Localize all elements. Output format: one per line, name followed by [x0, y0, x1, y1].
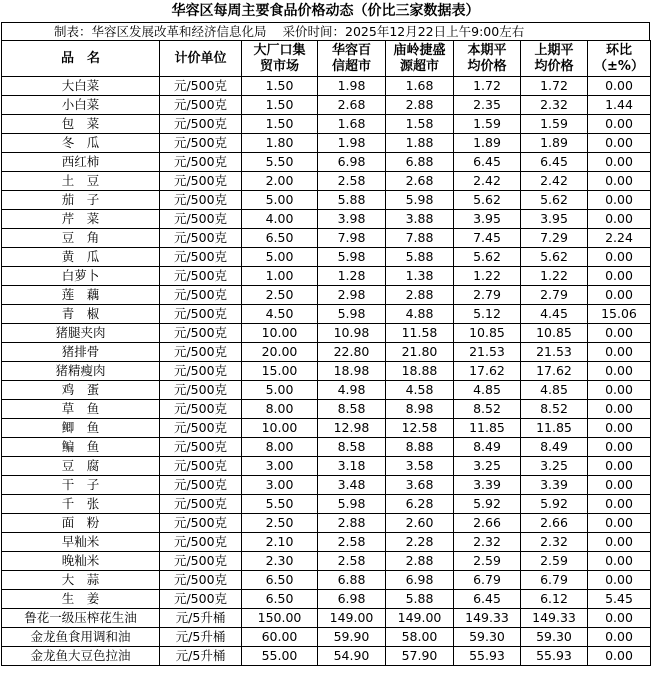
item-name-cell: 白萝卜 — [2, 267, 160, 286]
table-row — [2, 153, 651, 172]
change-ratio-cell: 0.00 — [588, 267, 651, 286]
price-dachangkou-cell: 6.50 — [242, 590, 318, 609]
price-baixin-cell: 1.98 — [318, 134, 386, 153]
table-row — [2, 533, 651, 552]
table-row — [2, 248, 651, 267]
unit-cell: 元/500克 — [160, 476, 242, 495]
item-name-cell: 莲 藕 — [2, 286, 160, 305]
change-ratio-cell: 2.24 — [588, 229, 651, 248]
current-avg-cell: 5.62 — [454, 191, 521, 210]
price-baixin-cell: 3.18 — [318, 457, 386, 476]
unit-cell: 元/500克 — [160, 305, 242, 324]
price-jieshengyuan-cell: 5.98 — [386, 191, 454, 210]
previous-avg-cell: 4.45 — [521, 305, 588, 324]
price-dachangkou-cell: 5.50 — [242, 495, 318, 514]
price-jieshengyuan-cell: 6.28 — [386, 495, 454, 514]
price-dachangkou-cell: 10.00 — [242, 419, 318, 438]
price-baixin-cell: 2.88 — [318, 514, 386, 533]
price-dachangkou-cell: 8.00 — [242, 400, 318, 419]
item-name-cell: 豆 腐 — [2, 457, 160, 476]
price-baixin-cell: 59.90 — [318, 628, 386, 647]
change-ratio-cell: 0.00 — [588, 381, 651, 400]
previous-avg-cell: 2.59 — [521, 552, 588, 571]
table-row — [2, 343, 651, 362]
unit-cell: 元/500克 — [160, 362, 242, 381]
previous-avg-cell: 3.39 — [521, 476, 588, 495]
price-dachangkou-cell: 8.00 — [242, 438, 318, 457]
table-row — [2, 609, 651, 628]
previous-avg-cell: 8.49 — [521, 438, 588, 457]
table-row — [2, 267, 651, 286]
table-row — [2, 647, 651, 666]
table-row — [2, 628, 651, 647]
change-ratio-cell: 0.00 — [588, 77, 651, 96]
price-baixin-cell: 12.98 — [318, 419, 386, 438]
unit-cell: 元/500克 — [160, 343, 242, 362]
change-ratio-cell: 0.00 — [588, 514, 651, 533]
current-avg-cell: 4.85 — [454, 381, 521, 400]
unit-cell: 元/500克 — [160, 153, 242, 172]
item-name-cell: 小白菜 — [2, 96, 160, 115]
unit-cell: 元/500克 — [160, 172, 242, 191]
price-jieshengyuan-cell: 3.88 — [386, 210, 454, 229]
item-name-cell: 大 蒜 — [2, 571, 160, 590]
table-row — [2, 495, 651, 514]
price-jieshengyuan-cell: 4.58 — [386, 381, 454, 400]
price-jieshengyuan-cell: 3.58 — [386, 457, 454, 476]
previous-avg-cell: 1.22 — [521, 267, 588, 286]
header-store-dachangkou: 大厂口集 贸市场 — [242, 41, 318, 77]
previous-avg-cell: 2.79 — [521, 286, 588, 305]
change-ratio-cell: 0.00 — [588, 286, 651, 305]
current-avg-cell: 3.25 — [454, 457, 521, 476]
price-jieshengyuan-cell: 12.58 — [386, 419, 454, 438]
item-name-cell: 鳊 鱼 — [2, 438, 160, 457]
change-ratio-cell: 0.00 — [588, 457, 651, 476]
price-dachangkou-cell: 55.00 — [242, 647, 318, 666]
previous-avg-cell: 2.32 — [521, 96, 588, 115]
price-table — [1, 40, 651, 666]
price-jieshengyuan-cell: 11.58 — [386, 324, 454, 343]
current-avg-cell: 2.42 — [454, 172, 521, 191]
price-dachangkou-cell: 2.10 — [242, 533, 318, 552]
unit-cell: 元/500克 — [160, 381, 242, 400]
change-ratio-cell: 1.44 — [588, 96, 651, 115]
previous-avg-cell: 17.62 — [521, 362, 588, 381]
price-baixin-cell: 5.98 — [318, 305, 386, 324]
unit-cell: 元/500克 — [160, 571, 242, 590]
table-row — [2, 229, 651, 248]
table-row — [2, 305, 651, 324]
table-row — [2, 362, 651, 381]
current-avg-cell: 1.89 — [454, 134, 521, 153]
price-dachangkou-cell: 3.00 — [242, 457, 318, 476]
price-dachangkou-cell: 10.00 — [242, 324, 318, 343]
current-avg-cell: 8.52 — [454, 400, 521, 419]
item-name-cell: 猪腿夹肉 — [2, 324, 160, 343]
header-unit: 计价单位 — [160, 41, 242, 77]
unit-cell: 元/500克 — [160, 210, 242, 229]
current-avg-cell: 1.22 — [454, 267, 521, 286]
price-baixin-cell: 7.98 — [318, 229, 386, 248]
item-name-cell: 晚籼米 — [2, 552, 160, 571]
previous-avg-cell: 2.66 — [521, 514, 588, 533]
price-jieshengyuan-cell: 149.00 — [386, 609, 454, 628]
unit-cell: 元/500克 — [160, 191, 242, 210]
unit-cell: 元/500克 — [160, 438, 242, 457]
price-jieshengyuan-cell: 2.68 — [386, 172, 454, 191]
unit-cell: 元/500克 — [160, 590, 242, 609]
current-avg-cell: 5.12 — [454, 305, 521, 324]
current-avg-cell: 2.35 — [454, 96, 521, 115]
header-store-jieshengyuan: 庙岭捷盛 源超市 — [386, 41, 454, 77]
unit-cell: 元/500克 — [160, 96, 242, 115]
previous-avg-cell: 59.30 — [521, 628, 588, 647]
sheet-title: 华容区每周主要食品价格动态（价比三家数据表） — [171, 3, 480, 19]
table-row — [2, 457, 651, 476]
header-previous-avg: 上期平 均价格 — [521, 41, 588, 77]
item-name-cell: 猪排骨 — [2, 343, 160, 362]
change-ratio-cell: 0.00 — [588, 419, 651, 438]
price-dachangkou-cell: 1.00 — [242, 267, 318, 286]
current-avg-cell: 17.62 — [454, 362, 521, 381]
price-dachangkou-cell: 4.00 — [242, 210, 318, 229]
change-ratio-cell: 0.00 — [588, 324, 651, 343]
unit-cell: 元/500克 — [160, 400, 242, 419]
price-baixin-cell: 3.48 — [318, 476, 386, 495]
price-jieshengyuan-cell: 2.88 — [386, 96, 454, 115]
item-name-cell: 草 鱼 — [2, 400, 160, 419]
item-name-cell: 包 菜 — [2, 115, 160, 134]
price-jieshengyuan-cell: 2.60 — [386, 514, 454, 533]
header-row — [2, 41, 651, 77]
price-dachangkou-cell: 150.00 — [242, 609, 318, 628]
price-baixin-cell: 5.98 — [318, 495, 386, 514]
header-store-baixin: 华容百 信超市 — [318, 41, 386, 77]
change-ratio-cell: 0.00 — [588, 134, 651, 153]
price-jieshengyuan-cell: 1.58 — [386, 115, 454, 134]
price-dachangkou-cell: 5.00 — [242, 248, 318, 267]
previous-avg-cell: 149.33 — [521, 609, 588, 628]
item-name-cell: 芹 菜 — [2, 210, 160, 229]
unit-cell: 元/500克 — [160, 324, 242, 343]
price-baixin-cell: 2.58 — [318, 172, 386, 191]
current-avg-cell: 6.45 — [454, 153, 521, 172]
change-ratio-cell: 0.00 — [588, 115, 651, 134]
item-name-cell: 面 粉 — [2, 514, 160, 533]
unit-cell: 元/500克 — [160, 229, 242, 248]
price-dachangkou-cell: 5.50 — [242, 153, 318, 172]
price-dachangkou-cell: 4.50 — [242, 305, 318, 324]
item-name-cell: 金龙鱼食用调和油 — [2, 628, 160, 647]
price-baixin-cell: 2.98 — [318, 286, 386, 305]
sheet-meta — [1, 22, 650, 40]
unit-cell: 元/500克 — [160, 533, 242, 552]
collection-time-text: 采价时间：2025年12月22日上午9:00左右 — [282, 24, 525, 39]
change-ratio-cell: 0.00 — [588, 400, 651, 419]
price-jieshengyuan-cell: 5.88 — [386, 248, 454, 267]
previous-avg-cell: 5.92 — [521, 495, 588, 514]
price-baixin-cell: 8.58 — [318, 400, 386, 419]
price-baixin-cell: 2.58 — [318, 533, 386, 552]
change-ratio-cell: 0.00 — [588, 362, 651, 381]
price-jieshengyuan-cell: 5.88 — [386, 590, 454, 609]
unit-cell: 元/500克 — [160, 77, 242, 96]
header-change-ratio: 环比 （±%） — [588, 41, 651, 77]
table-row — [2, 134, 651, 153]
price-jieshengyuan-cell: 6.88 — [386, 153, 454, 172]
table-row — [2, 210, 651, 229]
current-avg-cell: 6.45 — [454, 590, 521, 609]
change-ratio-cell: 0.00 — [588, 191, 651, 210]
previous-avg-cell: 1.89 — [521, 134, 588, 153]
price-baixin-cell: 10.98 — [318, 324, 386, 343]
previous-avg-cell: 10.85 — [521, 324, 588, 343]
price-baixin-cell: 5.88 — [318, 191, 386, 210]
table-row — [2, 324, 651, 343]
current-avg-cell: 2.79 — [454, 286, 521, 305]
item-name-cell: 生 姜 — [2, 590, 160, 609]
item-name-cell: 青 椒 — [2, 305, 160, 324]
item-name-cell: 鲁花一级压榨花生油 — [2, 609, 160, 628]
price-baixin-cell: 4.98 — [318, 381, 386, 400]
change-ratio-cell: 0.00 — [588, 628, 651, 647]
change-ratio-cell: 0.00 — [588, 172, 651, 191]
current-avg-cell: 8.49 — [454, 438, 521, 457]
current-avg-cell: 3.95 — [454, 210, 521, 229]
price-baixin-cell: 5.98 — [318, 248, 386, 267]
unit-cell: 元/500克 — [160, 134, 242, 153]
maker-text: 制表：华容区发展改革和经济信息化局 — [54, 24, 267, 39]
price-jieshengyuan-cell: 8.88 — [386, 438, 454, 457]
change-ratio-cell: 5.45 — [588, 590, 651, 609]
price-dachangkou-cell: 5.00 — [242, 191, 318, 210]
price-jieshengyuan-cell: 57.90 — [386, 647, 454, 666]
table-row — [2, 590, 651, 609]
previous-avg-cell: 3.25 — [521, 457, 588, 476]
price-baixin-cell: 22.80 — [318, 343, 386, 362]
price-jieshengyuan-cell: 1.38 — [386, 267, 454, 286]
previous-avg-cell: 6.79 — [521, 571, 588, 590]
item-name-cell: 黄 瓜 — [2, 248, 160, 267]
price-dachangkou-cell: 2.00 — [242, 172, 318, 191]
unit-cell: 元/500克 — [160, 514, 242, 533]
unit-cell: 元/5升桶 — [160, 609, 242, 628]
item-name-cell: 千 张 — [2, 495, 160, 514]
table-row — [2, 438, 651, 457]
price-jieshengyuan-cell: 58.00 — [386, 628, 454, 647]
price-baixin-cell: 8.58 — [318, 438, 386, 457]
unit-cell: 元/500克 — [160, 115, 242, 134]
current-avg-cell: 3.39 — [454, 476, 521, 495]
price-dachangkou-cell: 2.50 — [242, 514, 318, 533]
change-ratio-cell: 0.00 — [588, 248, 651, 267]
previous-avg-cell: 11.85 — [521, 419, 588, 438]
previous-avg-cell: 2.42 — [521, 172, 588, 191]
price-jieshengyuan-cell: 2.88 — [386, 552, 454, 571]
unit-cell: 元/5升桶 — [160, 647, 242, 666]
price-jieshengyuan-cell: 21.80 — [386, 343, 454, 362]
previous-avg-cell: 1.72 — [521, 77, 588, 96]
price-jieshengyuan-cell: 4.88 — [386, 305, 454, 324]
previous-avg-cell: 6.12 — [521, 590, 588, 609]
change-ratio-cell: 15.06 — [588, 305, 651, 324]
price-dachangkou-cell: 1.50 — [242, 77, 318, 96]
previous-avg-cell: 21.53 — [521, 343, 588, 362]
unit-cell: 元/500克 — [160, 248, 242, 267]
item-name-cell: 干 子 — [2, 476, 160, 495]
price-jieshengyuan-cell: 3.68 — [386, 476, 454, 495]
current-avg-cell: 21.53 — [454, 343, 521, 362]
unit-cell: 元/500克 — [160, 495, 242, 514]
table-row — [2, 381, 651, 400]
table-row — [2, 115, 651, 134]
price-dachangkou-cell: 15.00 — [242, 362, 318, 381]
previous-avg-cell: 5.62 — [521, 248, 588, 267]
previous-avg-cell: 8.52 — [521, 400, 588, 419]
current-avg-cell: 2.66 — [454, 514, 521, 533]
price-dachangkou-cell: 2.50 — [242, 286, 318, 305]
item-name-cell: 金龙鱼大豆色拉油 — [2, 647, 160, 666]
item-name-cell: 猪精瘦肉 — [2, 362, 160, 381]
change-ratio-cell: 0.00 — [588, 495, 651, 514]
current-avg-cell: 5.62 — [454, 248, 521, 267]
item-name-cell: 豆 角 — [2, 229, 160, 248]
unit-cell: 元/500克 — [160, 552, 242, 571]
change-ratio-cell: 0.00 — [588, 533, 651, 552]
previous-avg-cell: 2.32 — [521, 533, 588, 552]
table-row — [2, 172, 651, 191]
previous-avg-cell: 1.59 — [521, 115, 588, 134]
price-dachangkou-cell: 1.50 — [242, 115, 318, 134]
current-avg-cell: 11.85 — [454, 419, 521, 438]
change-ratio-cell: 0.00 — [588, 609, 651, 628]
current-avg-cell: 2.32 — [454, 533, 521, 552]
table-row — [2, 400, 651, 419]
unit-cell: 元/500克 — [160, 457, 242, 476]
price-jieshengyuan-cell: 1.68 — [386, 77, 454, 96]
price-baixin-cell: 3.98 — [318, 210, 386, 229]
current-avg-cell: 10.85 — [454, 324, 521, 343]
table-row — [2, 571, 651, 590]
previous-avg-cell: 7.29 — [521, 229, 588, 248]
price-jieshengyuan-cell: 7.88 — [386, 229, 454, 248]
change-ratio-cell: 0.00 — [588, 210, 651, 229]
unit-cell: 元/500克 — [160, 267, 242, 286]
current-avg-cell: 55.93 — [454, 647, 521, 666]
item-name-cell: 茄 子 — [2, 191, 160, 210]
price-sheet — [1, 0, 650, 666]
current-avg-cell: 5.92 — [454, 495, 521, 514]
price-dachangkou-cell: 6.50 — [242, 229, 318, 248]
header-name: 品 名 — [2, 41, 160, 77]
price-dachangkou-cell: 5.00 — [242, 381, 318, 400]
current-avg-cell: 1.59 — [454, 115, 521, 134]
price-baixin-cell: 6.98 — [318, 590, 386, 609]
current-avg-cell: 2.59 — [454, 552, 521, 571]
table-row — [2, 552, 651, 571]
price-jieshengyuan-cell: 6.98 — [386, 571, 454, 590]
current-avg-cell: 59.30 — [454, 628, 521, 647]
table-row — [2, 96, 651, 115]
table-body — [2, 77, 651, 666]
change-ratio-cell: 0.00 — [588, 153, 651, 172]
table-row — [2, 514, 651, 533]
price-baixin-cell: 149.00 — [318, 609, 386, 628]
unit-cell: 元/5升桶 — [160, 628, 242, 647]
header-current-avg: 本期平 均价格 — [454, 41, 521, 77]
table-row — [2, 77, 651, 96]
current-avg-cell: 6.79 — [454, 571, 521, 590]
price-baixin-cell: 54.90 — [318, 647, 386, 666]
table-row — [2, 419, 651, 438]
previous-avg-cell: 55.93 — [521, 647, 588, 666]
change-ratio-cell: 0.00 — [588, 571, 651, 590]
current-avg-cell: 1.72 — [454, 77, 521, 96]
item-name-cell: 鸡 蛋 — [2, 381, 160, 400]
item-name-cell: 鲫 鱼 — [2, 419, 160, 438]
price-dachangkou-cell: 1.80 — [242, 134, 318, 153]
previous-avg-cell: 4.85 — [521, 381, 588, 400]
item-name-cell: 早籼米 — [2, 533, 160, 552]
price-baixin-cell: 6.88 — [318, 571, 386, 590]
price-baixin-cell: 2.68 — [318, 96, 386, 115]
price-jieshengyuan-cell: 8.98 — [386, 400, 454, 419]
price-jieshengyuan-cell: 18.88 — [386, 362, 454, 381]
unit-cell: 元/500克 — [160, 419, 242, 438]
price-dachangkou-cell: 20.00 — [242, 343, 318, 362]
item-name-cell: 西红柿 — [2, 153, 160, 172]
price-jieshengyuan-cell: 1.88 — [386, 134, 454, 153]
table-row — [2, 476, 651, 495]
previous-avg-cell: 3.95 — [521, 210, 588, 229]
price-baixin-cell: 1.68 — [318, 115, 386, 134]
change-ratio-cell: 0.00 — [588, 343, 651, 362]
change-ratio-cell: 0.00 — [588, 647, 651, 666]
price-baixin-cell: 6.98 — [318, 153, 386, 172]
current-avg-cell: 149.33 — [454, 609, 521, 628]
item-name-cell: 大白菜 — [2, 77, 160, 96]
price-baixin-cell: 18.98 — [318, 362, 386, 381]
price-baixin-cell: 2.58 — [318, 552, 386, 571]
current-avg-cell: 7.45 — [454, 229, 521, 248]
unit-cell: 元/500克 — [160, 286, 242, 305]
previous-avg-cell: 5.62 — [521, 191, 588, 210]
previous-avg-cell: 6.45 — [521, 153, 588, 172]
item-name-cell: 冬 瓜 — [2, 134, 160, 153]
price-dachangkou-cell: 60.00 — [242, 628, 318, 647]
price-dachangkou-cell: 6.50 — [242, 571, 318, 590]
price-dachangkou-cell: 1.50 — [242, 96, 318, 115]
price-dachangkou-cell: 3.00 — [242, 476, 318, 495]
price-jieshengyuan-cell: 2.88 — [386, 286, 454, 305]
change-ratio-cell: 0.00 — [588, 476, 651, 495]
price-jieshengyuan-cell: 2.28 — [386, 533, 454, 552]
change-ratio-cell: 0.00 — [588, 438, 651, 457]
item-name-cell: 土 豆 — [2, 172, 160, 191]
table-row — [2, 286, 651, 305]
change-ratio-cell: 0.00 — [588, 552, 651, 571]
price-dachangkou-cell: 2.30 — [242, 552, 318, 571]
price-baixin-cell: 1.98 — [318, 77, 386, 96]
price-baixin-cell: 1.28 — [318, 267, 386, 286]
table-row — [2, 191, 651, 210]
